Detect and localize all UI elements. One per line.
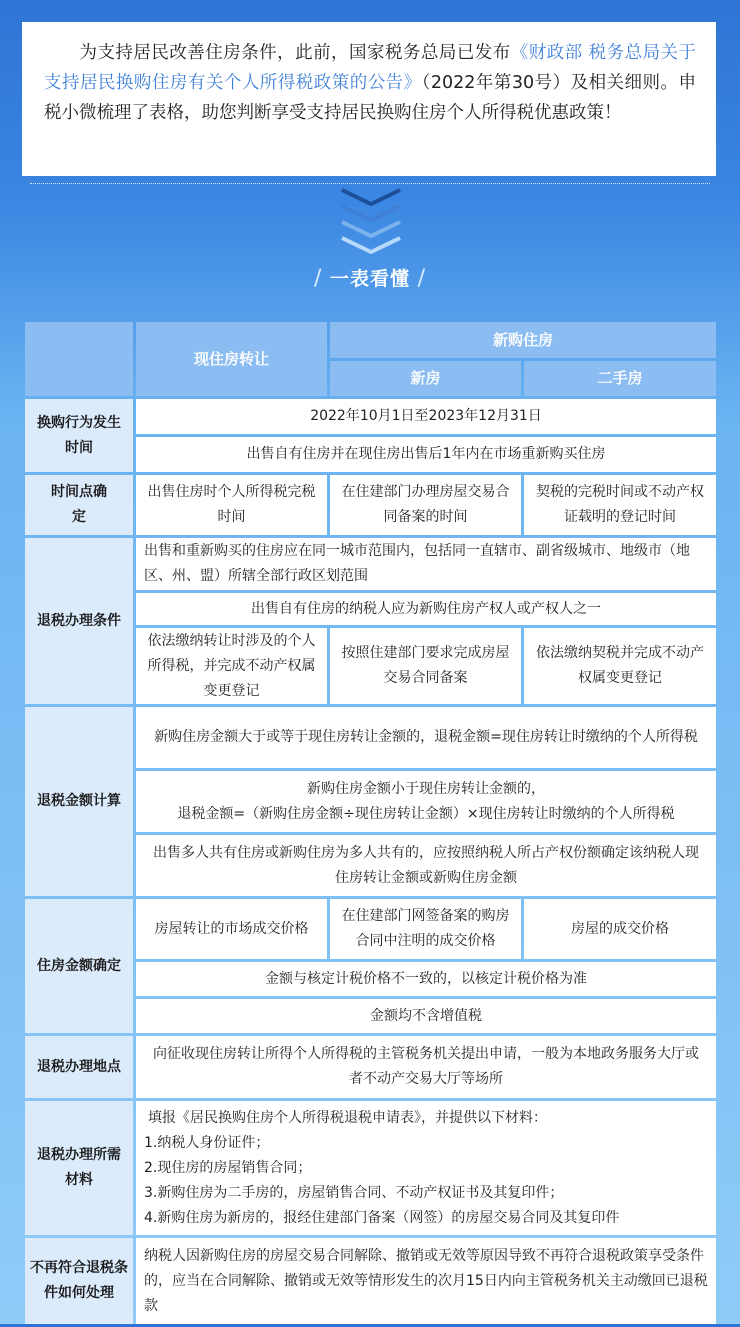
- refund-city-rule: 出售和重新购买的住房应在同一城市范围内，包括同一直辖市、副省级城市、地级市（地区、州、盟）所辖全部行政区划范围: [136, 538, 716, 590]
- label-time-point: 时间点确定: [25, 475, 133, 535]
- materials-item: 1.纳税人身份证件；: [144, 1134, 270, 1151]
- header-second-hand: 二手房: [524, 361, 716, 396]
- time-point-second-hand: 契税的完税时间或不动产权证载明的登记时间: [524, 475, 716, 535]
- intro-text-part1: 为支持居民改善住房条件，此前，国家税务总局已发布: [79, 43, 511, 63]
- refund-amount-rule2: [136, 771, 716, 832]
- label-refund-conditions: 退税办理条件: [25, 538, 133, 704]
- time-point-new-house: 在住建部门办理房屋交易合同备案的时间: [330, 475, 521, 535]
- section-title: [300, 262, 440, 296]
- section-title-text: 一表看懂: [329, 268, 410, 290]
- materials-intro: 填报《居民换购住房个人所得税退税申请表》，并提供以下材料：: [148, 1109, 547, 1126]
- refund-amount-rule3: 出售多人共有住房或新购住房为多人共有的，应按照纳税人所占产权份额确定该纳税人现住房转让金额或新购住房金额: [136, 835, 716, 896]
- materials-item: 2.现住房的房屋销售合同；: [144, 1159, 312, 1176]
- intro-card: [22, 22, 716, 176]
- label-no-longer-eligible: 不再符合退税条件如何处理: [25, 1238, 133, 1324]
- house-amount-current: 房屋转让的市场成交价格: [136, 899, 327, 959]
- refund-owner-rule: 出售自有住房的纳税人应为新购住房产权人或产权人之一: [136, 593, 716, 625]
- refund-amount-rule1: 新购住房金额大于或等于现住房转让金额的，退税金额=现住房转让时缴纳的个人所得税: [136, 707, 716, 768]
- refund-location-text: 向征收现住房转让所得个人所得税的主管税务机关提出申请，一般为本地政务服务大厅或者不动产交易大厅等场所: [136, 1036, 716, 1098]
- header-new-purchase: 新购住房: [330, 322, 716, 358]
- label-refund-materials: 退税办理所需材料: [25, 1101, 133, 1235]
- purchase-date-range: 2022年10月1日至2023年12月31日: [136, 399, 716, 434]
- house-amount-second-hand: 房屋的成交价格: [524, 899, 716, 959]
- time-point-current: 出售住房时个人所得税完税时间: [136, 475, 327, 535]
- refund-amount-rule2-line1: 新购住房金额小于现住房转让金额的，: [307, 780, 545, 797]
- refund-amount-rule2-line2: 退税金额=（新购住房金额÷现住房转让金额）×现住房转让时缴纳的个人所得税: [177, 805, 675, 822]
- header-current-housing: 现住房转让: [136, 322, 327, 396]
- header-new-house: 新房: [330, 361, 521, 396]
- intro-text-part2: （2022年第30号）及相关细则。申税小微梳理了表格，助您判断享受支持居民换购住房个人所得税优惠政策！: [44, 73, 696, 123]
- header-corner: [25, 322, 133, 396]
- slash-decoration-right: /: [417, 266, 427, 291]
- materials-item: 3.新购住房为二手房的，房屋销售合同、不动产权证书及其复印件；: [144, 1184, 564, 1201]
- no-longer-eligible-text: 纳税人因新购住房的房屋交易合同解除、撤销或无效等原因导致不再符合退税政策享受条件的，应当在合同解除、撤销或无效等情形发生的次月15日内向主管税务机关主动缴回已退税款: [136, 1238, 716, 1324]
- purchase-condition: 出售自有住房并在现住房出售后1年内在市场重新购买住房: [136, 437, 716, 472]
- label-purchase-time: 换购行为发生时间: [25, 399, 133, 472]
- refund-condition-new-house: 按照住建部门要求完成房屋交易合同备案: [330, 628, 521, 704]
- announcement-link[interactable]: 《财政部 税务总局关于支持居民换购住房有关个人所得税政策的公告》: [44, 43, 697, 93]
- label-refund-amount: 退税金额计算: [25, 707, 133, 896]
- dotted-divider: [30, 183, 710, 184]
- refund-materials-list: [136, 1101, 716, 1235]
- materials-item: 4.新购住房为新房的，报经住建部门备案（网签）的房屋交易合同及其复印件: [144, 1209, 620, 1226]
- label-house-amount: 住房金额确定: [25, 899, 133, 1033]
- policy-table: [22, 319, 718, 1327]
- label-refund-location: 退税办理地点: [25, 1036, 133, 1098]
- refund-condition-current: 依法缴纳转让时涉及的个人所得税，并完成不动产权属变更登记: [136, 628, 327, 704]
- house-amount-new-house: 在住建部门网签备案的购房合同中注明的成交价格: [330, 899, 521, 959]
- slash-decoration-left: /: [313, 266, 323, 291]
- chevron-down-icon: [338, 186, 404, 260]
- house-amount-vat-rule: 金额均不含增值税: [136, 999, 716, 1033]
- house-amount-assessed-rule: 金额与核定计税价格不一致的，以核定计税价格为准: [136, 962, 716, 996]
- refund-condition-second-hand: 依法缴纳契税并完成不动产权属变更登记: [524, 628, 716, 704]
